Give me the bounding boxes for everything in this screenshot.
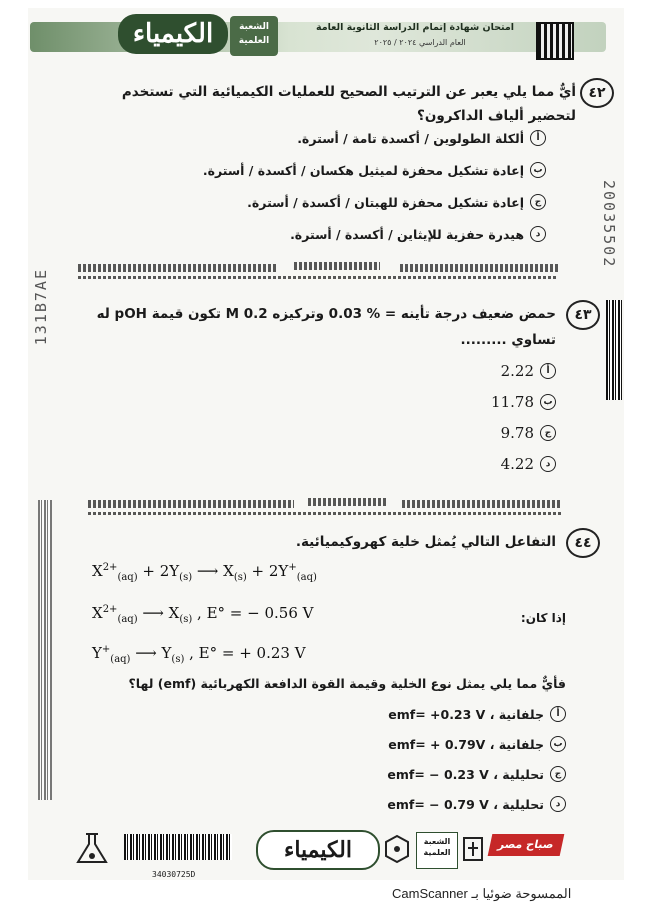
separator-dots: [88, 500, 294, 508]
question-44-prompt: فأيٌّ مما يلي يمثل نوع الخلية وقيمة القوة الدافعة الكهربائية (emf) لها؟: [128, 676, 566, 691]
question-44-option-a[interactable]: أ جلفانية ، emf= +0.23 V: [388, 706, 566, 722]
equation-x-half: $X^{2+}_{(aq)}$ ⟶ $X_{(s)}$ , E° = − 0.56 V: [92, 604, 314, 625]
question-43-option-c[interactable]: ج 9.78: [501, 424, 556, 442]
option-bubble-b: ب: [550, 736, 566, 752]
option-bubble-c: ج: [530, 194, 546, 210]
question-42-number: ٤٢: [580, 78, 614, 108]
option-bubble-d: د: [550, 796, 566, 812]
option-bubble-d: د: [540, 456, 556, 472]
option-bubble-a: أ: [540, 363, 556, 379]
option-bubble-b: ب: [540, 394, 556, 410]
option-bubble-d: د: [530, 226, 546, 242]
header-exam-title: امتحان شهادة إتمام الدراسة الثانوية العامة: [315, 22, 515, 33]
footer-track-tag: الشعبة العلمية: [416, 832, 458, 869]
footer-subject-title: الكيمياء: [256, 830, 380, 870]
side-barcode-left: [38, 500, 52, 800]
site-watermark: صباح مصر: [488, 834, 564, 856]
separator-dots: [78, 276, 558, 279]
side-serial-right: 20035502: [600, 180, 618, 269]
question-44-option-c[interactable]: ج تحليلية ، emf= − 0.23 V: [387, 766, 566, 782]
question-44-option-b[interactable]: ب جلفانية ، emf= + 0.79V: [388, 736, 566, 752]
separator-dots: [402, 500, 562, 508]
question-42-option-a[interactable]: أ ألكلة الطولوين / أكسدة تامة / أسترة.: [297, 130, 546, 146]
option-bubble-c: ج: [550, 766, 566, 782]
option-bubble-b: ب: [530, 162, 546, 178]
tree-icon: [460, 834, 486, 864]
footer-barcode: [124, 834, 232, 860]
question-43-text-line1: حمض ضعيف درجة تأينه = % 0.03 وتركيزه 0.2 M تكون قيمة pOH له: [96, 306, 556, 322]
header-year: العام الدراسي ٢٠٢٤ / ٢٠٢٥: [374, 38, 466, 47]
question-43-text-line2: تساوي .........: [460, 332, 556, 348]
question-43-option-d[interactable]: د 4.22: [501, 455, 556, 473]
question-43-number: ٤٣: [566, 300, 600, 330]
footer-barcode-number: 34030725D: [152, 870, 196, 879]
separator-dots: [308, 498, 386, 506]
separator-dots: [294, 262, 380, 270]
question-44-number: ٤٤: [566, 528, 600, 558]
question-42-option-c[interactable]: ج إعادة تشكيل محفزة للهبتان / أكسدة / أسترة.: [247, 194, 546, 210]
separator-dots: [88, 512, 562, 515]
question-42-option-b[interactable]: ب إعادة تشكيل محفزة لميثيل هكسان / أكسدة / أسترة.: [203, 162, 546, 178]
qr-code-icon: [536, 22, 574, 60]
question-43-option-b[interactable]: ب 11.78: [491, 393, 556, 411]
header-track-tag: الشعبة العلمية: [230, 16, 278, 56]
question-43-option-a[interactable]: أ 2.22: [501, 362, 556, 380]
separator-dots: [78, 264, 278, 272]
header-subject-title: الكيمياء: [118, 14, 228, 54]
option-bubble-c: ج: [540, 425, 556, 441]
question-44-text: التفاعل التالي يُمثل خلية كهروكيميائية.: [295, 534, 556, 550]
side-barcode-right: [606, 300, 622, 400]
option-bubble-a: أ: [550, 706, 566, 722]
flask-icon: [72, 830, 112, 866]
equation-y-half: $Y^+_{(aq)}$ ⟶ $Y_{(s)}$ , E° = + 0.23 V: [92, 644, 306, 665]
molecule-icon: [380, 832, 414, 866]
separator-dots: [400, 264, 558, 272]
question-44-option-d[interactable]: د تحليلية ، emf= − 0.79 V: [387, 796, 566, 812]
question-44-if-label: إذا كان:: [520, 611, 566, 625]
question-42-option-d[interactable]: د هيدرة حفزية للإيثاين / أكسدة / أسترة.: [290, 226, 546, 242]
page-footer: [30, 830, 606, 872]
side-serial-left: 131B7AE: [32, 268, 50, 346]
option-bubble-a: أ: [530, 130, 546, 146]
question-42-text: أيٌّ مما يلي يعبر عن الترتيب الصحيح للعمليات الكيميائية التي تستخدم لتحضير ألياف الداكرون؟: [121, 84, 576, 124]
equation-overall: $X^{2+}_{(aq)} + 2Y_{(s)}$ ⟶ $X_{(s)} + 2Y^+_{(aq)}$: [92, 562, 317, 583]
scanner-watermark: الممسوحة ضوئيا بـ CamScanner: [392, 886, 572, 901]
